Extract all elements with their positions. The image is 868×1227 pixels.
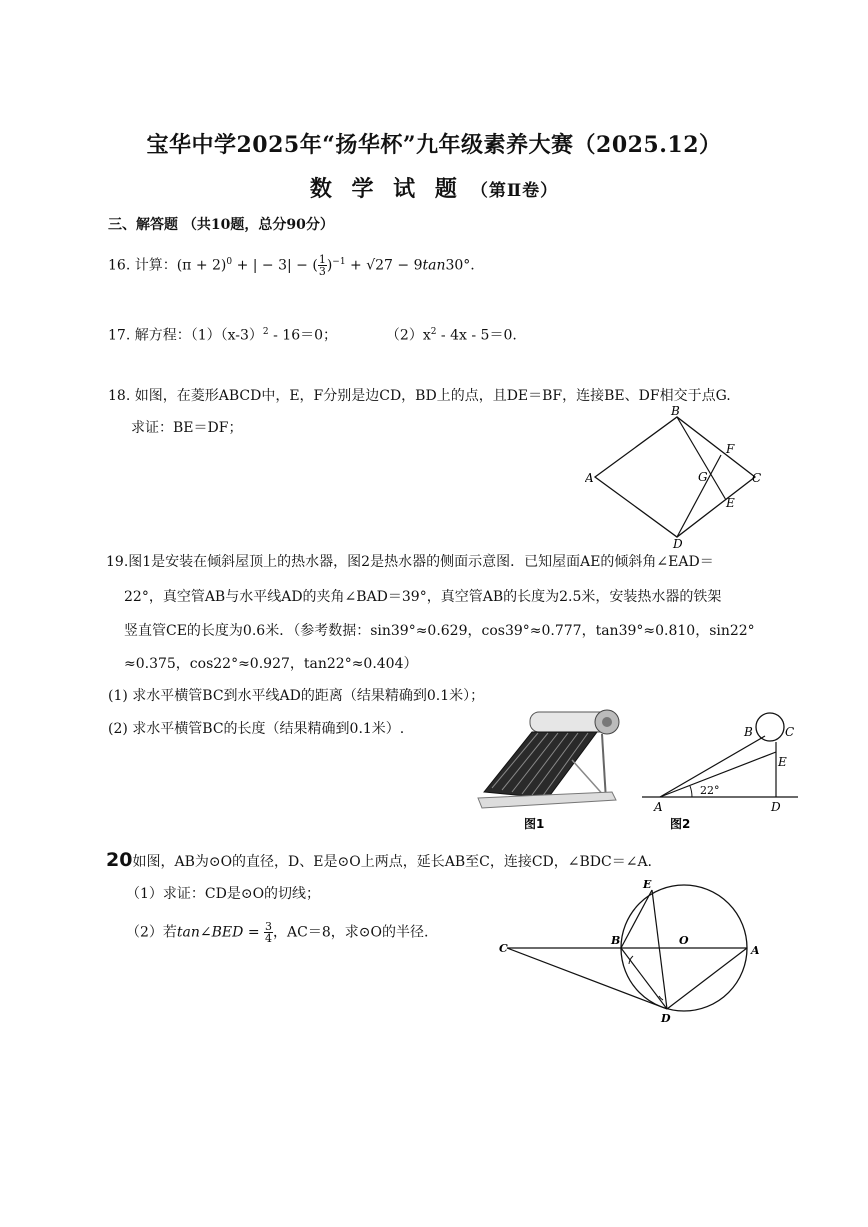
q18-number: 18. — [108, 388, 131, 404]
q16-tan: tan — [422, 257, 446, 274]
q19-number: 19. — [106, 554, 129, 570]
q18-label-F: F — [726, 442, 735, 456]
q17-part1-end: - 16＝0； — [268, 327, 338, 344]
q19-fig2-label-B: B — [744, 725, 753, 739]
q18-label-G: G — [698, 470, 708, 484]
q19-line3: 竖直管CE的长度为0.6米．（参考数据：sin39°≈0.629，cos39°≈0.777，tan39°≈0.810，sin22° — [124, 623, 755, 639]
question-16 — [108, 252, 475, 277]
q19-line2: 22°，真空管AB与水平线AD的夹角∠BAD＝39°，真空管AB的长度为2.5米，安装热水器的铁架 — [124, 589, 722, 605]
q20-sub2-eq: = — [243, 924, 265, 941]
q19-figure2-diagram — [640, 690, 810, 830]
q20-frac-den: 4 — [265, 932, 273, 945]
q20-label-B: B — [611, 934, 621, 947]
q18-line2: 求证：BE＝DF； — [131, 420, 243, 436]
paper-label: （第Ⅱ卷） — [470, 181, 559, 201]
q20-sub2 — [126, 921, 428, 944]
q17-part2: （2）x — [385, 327, 431, 344]
q20-text1: 如图，AB为⊙O的直径，D、E是⊙O上两点，延长AB至C，连接CD，∠BDC＝∠A. — [132, 854, 653, 870]
exam-subtitle — [0, 172, 868, 203]
question-18 — [108, 386, 731, 406]
q18-line1: 如图，在菱形ABCD中，E，F分别是边CD，BD上的点，且DE＝BF，连接BE、DF相交于点G. — [134, 388, 731, 404]
q16-fraction — [318, 254, 327, 277]
q16-exp-neg1: −1 — [332, 257, 346, 267]
q18-label-D: D — [673, 537, 683, 550]
q17-number: 17. — [108, 327, 131, 344]
q16-close: ) — [326, 257, 333, 274]
q17-part2-end: - 4x - 5＝0. — [436, 327, 517, 344]
q17-part1: 解方程：（1）（x-3） — [134, 327, 263, 344]
q16-tail: + √27 − 9 — [345, 257, 423, 274]
q16-frac-num: 1 — [318, 253, 326, 267]
q19-sub2: (2) 求水平横管BC的长度（结果精确到0.1米）. — [108, 721, 405, 737]
q19-fig2-label-C: C — [785, 725, 795, 739]
q20-number: 20 — [106, 849, 133, 871]
q19-fig2-label-D: D — [771, 800, 781, 814]
q20-sub2-tan: tan∠BED — [176, 924, 244, 941]
q20-line1 — [106, 850, 652, 872]
q17-sup1: 2 — [262, 327, 269, 337]
q18-rhombus-figure — [585, 405, 765, 550]
q18-label-A: A — [585, 471, 594, 485]
q19-fig2-label-A: A — [654, 800, 663, 814]
q18-label-C: C — [752, 471, 762, 485]
q19-fig2-angle-label: 22° — [700, 784, 720, 797]
subject-title: 数 学 试 题 — [309, 176, 463, 202]
q20-sub2-pre: （2）若 — [126, 924, 177, 941]
q20-fraction — [264, 921, 273, 944]
q19-sub1: (1) 求水平横管BC到水平线AD的距离（结果精确到0.1米）； — [108, 688, 485, 704]
q20-sub2-post: ，AC＝8，求⊙O的半径. — [273, 924, 429, 941]
q17-sup2: 2 — [430, 327, 437, 337]
q18-label-B: B — [671, 405, 680, 418]
question-17 — [108, 322, 517, 346]
q16-mid: + | − 3| − ( — [232, 257, 318, 274]
q20-sub1: （1）求证：CD是⊙O的切线； — [126, 886, 321, 902]
q20-label-C: C — [499, 942, 508, 955]
q18-label-E: E — [726, 496, 735, 510]
q19-fig2-caption: 图2 — [670, 817, 691, 830]
q19-fig2-label-E: E — [778, 755, 787, 769]
q20-label-O: O — [679, 934, 689, 947]
section-heading: 三、解答题 （共10题，总分90分） — [108, 217, 334, 233]
q19-text1: 图1是安装在倾斜屋顶上的热水器，图2是热水器的侧面示意图．已知屋面AE的倾斜角∠EAD＝ — [128, 554, 714, 570]
q16-lead: 计算：(π + 2) — [134, 257, 227, 274]
q19-line1 — [106, 552, 714, 572]
q20-label-D: D — [661, 1012, 671, 1025]
q20-circle-figure — [495, 876, 770, 1026]
q19-fig1-caption: 图1 — [524, 817, 545, 830]
q16-exp0: 0 — [226, 257, 233, 267]
q16-end: 30°. — [445, 257, 475, 274]
q16-frac-den: 3 — [318, 265, 326, 279]
q16-number: 16. — [108, 257, 131, 274]
q19-figure1-water-heater — [472, 700, 632, 830]
q20-label-A: A — [751, 944, 760, 957]
exam-title: 宝华中学2025年“扬华杯”九年级素养大赛（2025.12） — [146, 132, 722, 158]
q20-frac-num: 3 — [265, 920, 273, 933]
q20-label-E: E — [643, 878, 652, 891]
q19-line4: ≈0.375，cos22°≈0.927，tan22°≈0.404） — [124, 656, 418, 672]
